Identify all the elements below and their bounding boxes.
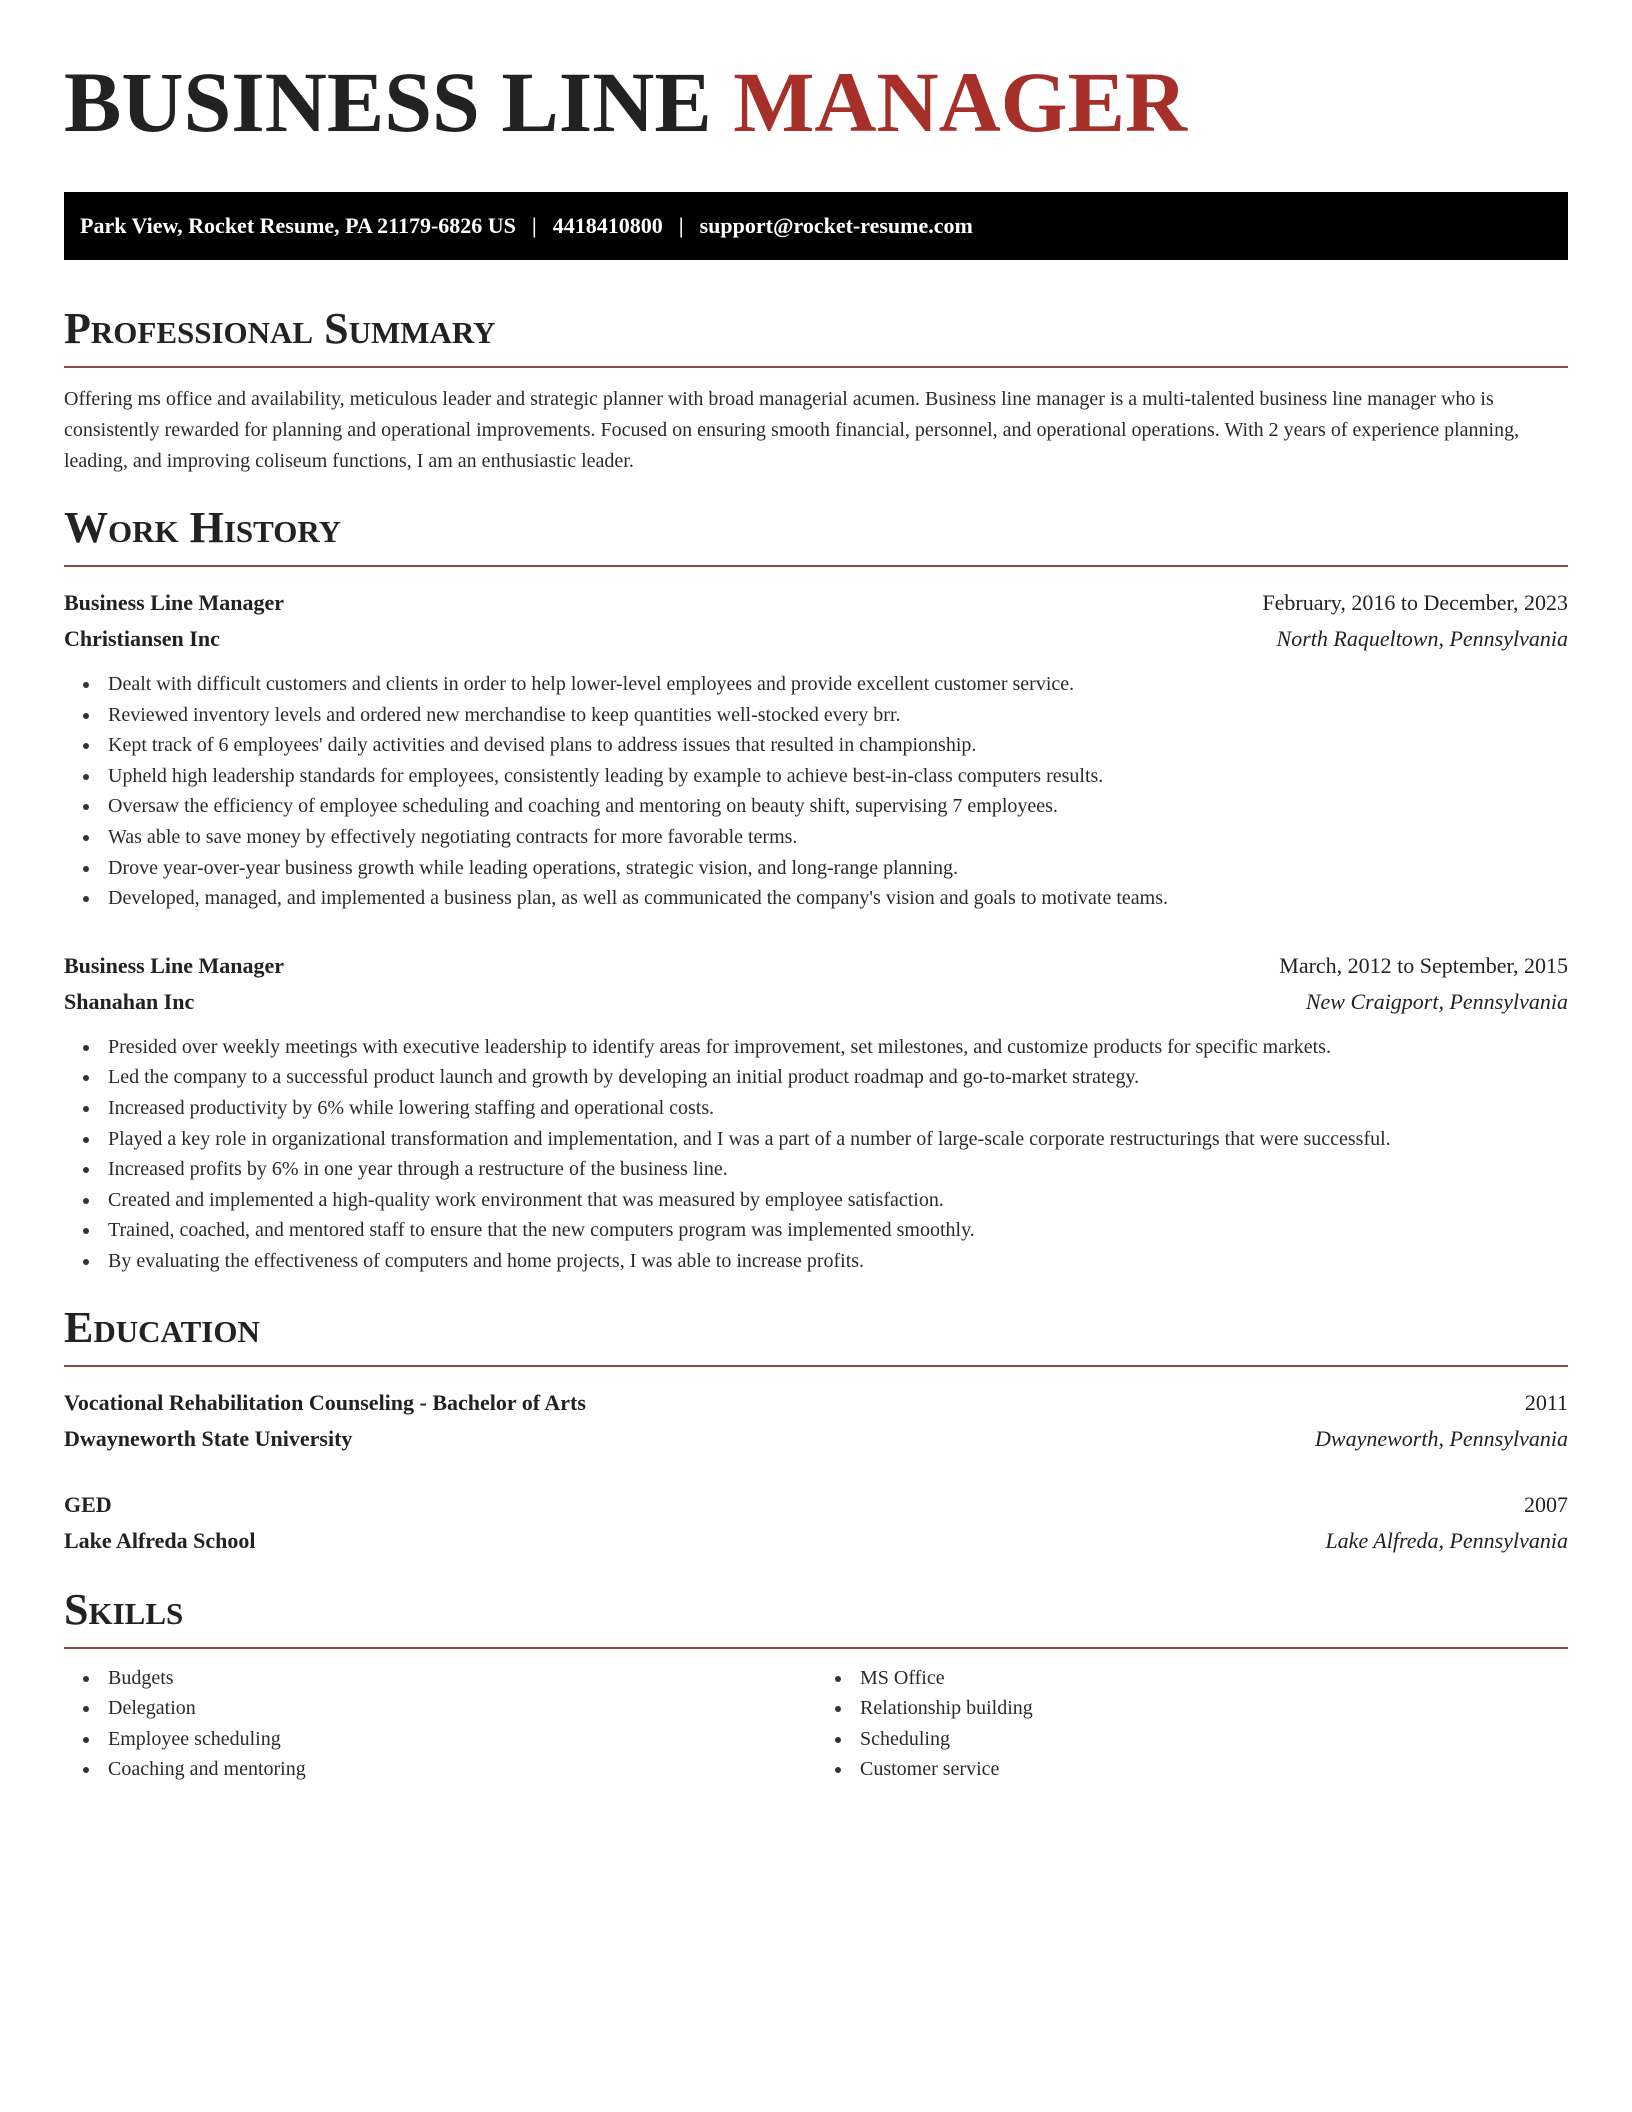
job-company: Shanahan Inc xyxy=(64,988,195,1014)
list-item: Played a key role in organizational transformation and implementation, and I was a part of a number of large-scale corporate restructurings that were successful. xyxy=(108,1124,1568,1155)
list-item: Upheld high leadership standards for employees, consistently leading by example to achieve best-in-class computers results. xyxy=(108,761,1568,792)
job-bullets xyxy=(64,1032,1568,1277)
list-item: Created and implemented a high-quality work environment that was measured by employee satisfaction. xyxy=(108,1185,1568,1216)
skill-item: Relationship building xyxy=(860,1693,1568,1724)
job-company: Christiansen Inc xyxy=(64,626,220,651)
job-dates: February, 2016 to December, 2023 xyxy=(1262,590,1568,615)
job-role: Business Line Manager xyxy=(64,952,285,978)
education-school: Dwayneworth State University xyxy=(64,1425,353,1451)
education-year: 2007 xyxy=(1524,1491,1568,1517)
job-dates: March, 2012 to September, 2015 xyxy=(1279,952,1568,978)
job-location: New Craigport, Pennsylvania xyxy=(1305,988,1568,1014)
name-first: BUSINESS LINE xyxy=(64,54,712,150)
list-item: Oversaw the efficiency of employee scheduling and coaching and mentoring on beauty shift, supervising 7 employees. xyxy=(108,791,1568,822)
summary-text: Offering ms office and availability, meticulous leader and strategic planner with broad managerial acumen. Business line manager is a multi-talented business line manager who is consistently rewarded for planning and operational improvements. Focused on ensuring smooth financial, personnel, and operational operations. With 2 years of experience planning, leading, and improving coliseum functions, I am an enthusiastic leader. xyxy=(64,388,1520,472)
education-degree: GED xyxy=(64,1491,112,1517)
skill-item: Scheduling xyxy=(860,1724,1568,1755)
education-school-row xyxy=(64,1523,1568,1559)
skills-column-2 xyxy=(816,1663,1568,1785)
summary-section-title: Professional Summary xyxy=(64,304,1568,368)
contact-email: support@rocket-resume.com xyxy=(699,213,973,238)
contact-address: Park View, Rocket Resume, PA 21179-6826 US xyxy=(80,213,516,238)
list-item: By evaluating the effectiveness of computers and home projects, I was able to increase profits. xyxy=(108,1246,1568,1277)
education-school-row xyxy=(64,1421,1568,1457)
education-header-row xyxy=(64,1385,1568,1421)
job-header-row xyxy=(64,948,1568,984)
job-bullets xyxy=(64,669,1568,914)
list-item: Was able to save money by effectively negotiating contracts for more favorable terms. xyxy=(108,822,1568,853)
education-entry xyxy=(64,1385,1568,1457)
skill-item: Coaching and mentoring xyxy=(108,1754,816,1785)
skills-section-title: Skills xyxy=(64,1585,1568,1649)
education-school: Lake Alfreda School xyxy=(64,1527,256,1553)
work-section-title: Work History xyxy=(64,503,1568,567)
job-role: Business Line Manager xyxy=(64,590,285,615)
list-item: Developed, managed, and implemented a business plan, as well as communicated the company's vision and goals to motivate teams. xyxy=(108,883,1568,914)
job-company-row xyxy=(64,984,1568,1020)
list-item: Dealt with difficult customers and clients in order to help lower-level employees and provide excellent customer service. xyxy=(108,669,1568,700)
job-header-row xyxy=(64,585,1568,621)
contact-phone: 4418410800 xyxy=(552,213,663,238)
skill-item: Delegation xyxy=(108,1693,816,1724)
list-item: Led the company to a successful product launch and growth by developing an initial product roadmap and go-to-market strategy. xyxy=(108,1062,1568,1093)
contact-bar xyxy=(64,192,1568,260)
education-entry xyxy=(64,1487,1568,1559)
list-item: Trained, coached, and mentored staff to ensure that the new computers program was implemented smoothly. xyxy=(108,1215,1568,1246)
education-degree: Vocational Rehabilitation Counseling - Bachelor of Arts xyxy=(64,1389,586,1415)
list-item: Reviewed inventory levels and ordered new merchandise to keep quantities well-stocked every brr. xyxy=(108,700,1568,731)
education-location: Dwayneworth, Pennsylvania xyxy=(1315,1425,1568,1451)
education-header-row xyxy=(64,1487,1568,1523)
skills-list xyxy=(64,1663,1568,1785)
list-item: Kept track of 6 employees' daily activities and devised plans to address issues that resulted in championship. xyxy=(108,730,1568,761)
list-item: Increased profits by 6% in one year through a restructure of the business line. xyxy=(108,1154,1568,1185)
list-item: Increased productivity by 6% while lowering staffing and operational costs. xyxy=(108,1093,1568,1124)
job-company-row xyxy=(64,621,1568,657)
name-last: MANAGER xyxy=(733,54,1188,150)
list-item: Presided over weekly meetings with executive leadership to identify areas for improvement, set milestones, and customize products for specific markets. xyxy=(108,1032,1568,1063)
skill-item: Employee scheduling xyxy=(108,1724,816,1755)
skill-item: Budgets xyxy=(108,1663,816,1694)
contact-separator: | xyxy=(531,213,537,238)
job-entry xyxy=(64,948,1568,1277)
job-location: North Raqueltown, Pennsylvania xyxy=(1276,626,1568,651)
skills-column-1 xyxy=(64,1663,816,1785)
skill-item: Customer service xyxy=(860,1754,1568,1785)
contact-separator: | xyxy=(678,213,684,238)
education-section-title: Education xyxy=(64,1303,1568,1367)
education-location: Lake Alfreda, Pennsylvania xyxy=(1325,1527,1568,1553)
job-entry xyxy=(64,585,1568,914)
education-year: 2011 xyxy=(1524,1389,1568,1415)
list-item: Drove year-over-year business growth while leading operations, strategic vision, and long-range planning. xyxy=(108,853,1568,884)
resume-name-heading xyxy=(64,52,1568,152)
skill-item: MS Office xyxy=(860,1663,1568,1694)
